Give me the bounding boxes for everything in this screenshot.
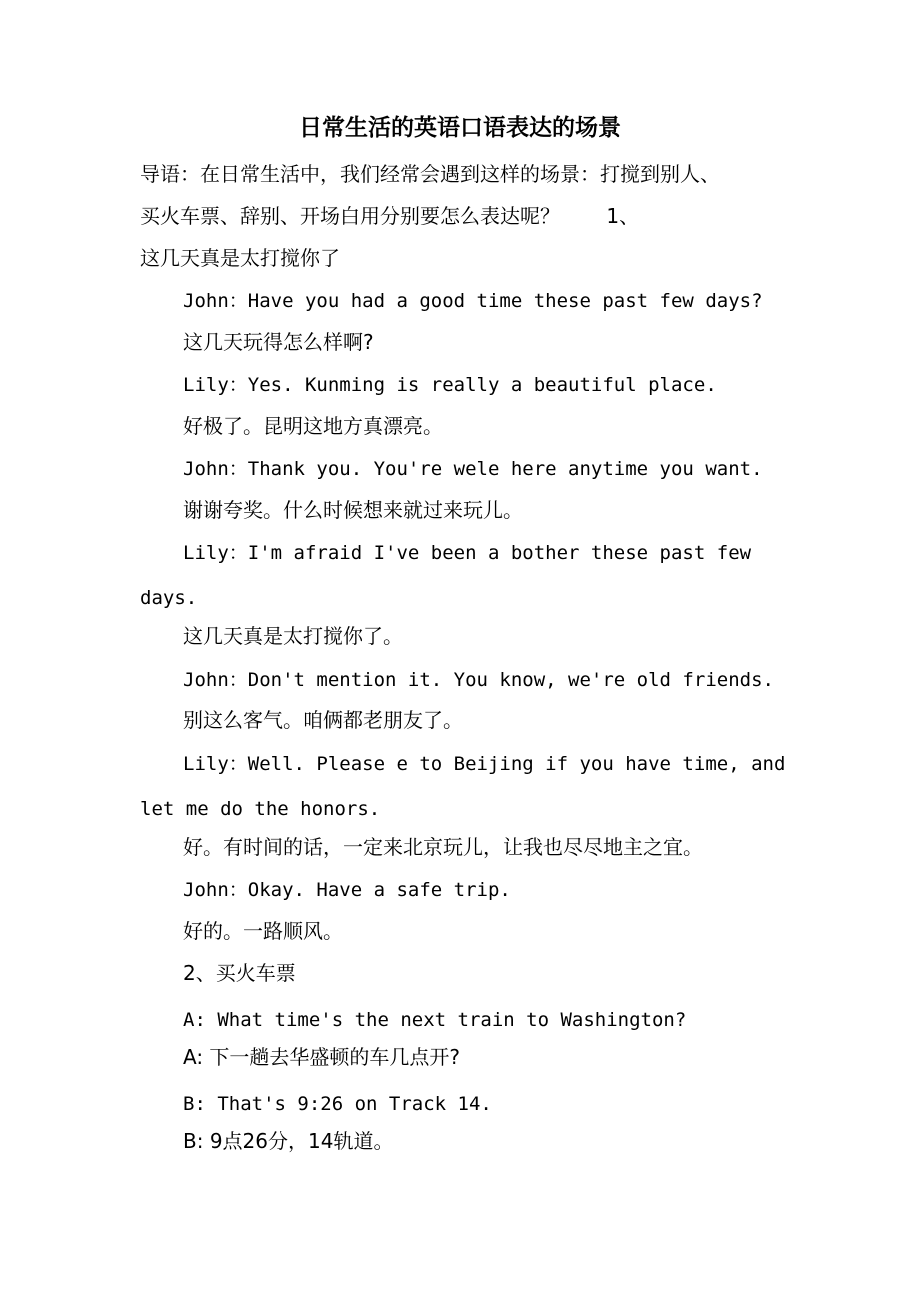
dialogue-line-a-1: A: What time's the next train to Washington? [183, 1009, 687, 1031]
section-2-heading: 2、买火车票 [183, 961, 296, 985]
dialogue-line-lily-3-cont: let me do the honors. [140, 798, 381, 820]
dialogue-translation-1: 这几天玩得怎么样啊? [183, 330, 374, 354]
dialogue-line-john-3: John：Don't mention it. You know, we're old friends. [183, 669, 774, 691]
dialogue-line-lily-2: Lily：I'm afraid I've been a bother these past few [183, 542, 752, 564]
dialogue-translation-4: 这几天真是太打搅你了。 [183, 624, 403, 648]
dialogue-translation-a-1: A: 下一趟去华盛顿的车几点开? [183, 1045, 461, 1069]
dialogue-line-john-1: John：Have you had a good time these past few days? [183, 290, 763, 312]
section-1-heading: 这几天真是太打搅你了 [140, 246, 340, 270]
dialogue-line-john-4: John：Okay. Have a safe trip. [183, 879, 511, 901]
dialogue-translation-b-1: B: 9点26分，14轨道。 [183, 1129, 394, 1153]
dialogue-line-lily-1: Lily：Yes. Kunming is really a beautiful place. [183, 374, 717, 396]
intro-line-2: 买火车票、辞别、开场白用分别要怎么表达呢？ 1、 [140, 204, 640, 228]
dialogue-line-b-1: B: That's 9:26 on Track 14. [183, 1093, 492, 1115]
dialogue-line-john-2: John：Thank you. You're wele here anytime you want. [183, 458, 763, 480]
page-title: 日常生活的英语口语表达的场景 [299, 115, 621, 141]
dialogue-translation-7: 好的。一路顺风。 [183, 919, 343, 943]
dialogue-translation-2: 好极了。昆明这地方真漂亮。 [183, 414, 443, 438]
intro-line-1: 导语：在日常生活中，我们经常会遇到这样的场景：打搅到别人、 [140, 162, 720, 186]
dialogue-translation-6: 好。有时间的话，一定来北京玩儿，让我也尽尽地主之宜。 [183, 835, 703, 859]
dialogue-translation-5: 别这么客气。咱俩都老朋友了。 [183, 708, 463, 732]
dialogue-translation-3: 谢谢夸奖。什么时候想来就过来玩儿。 [183, 498, 523, 522]
dialogue-line-lily-2-cont: days. [140, 587, 198, 609]
dialogue-line-lily-3: Lily：Well. Please e to Beijing if you have time, and [183, 753, 786, 775]
